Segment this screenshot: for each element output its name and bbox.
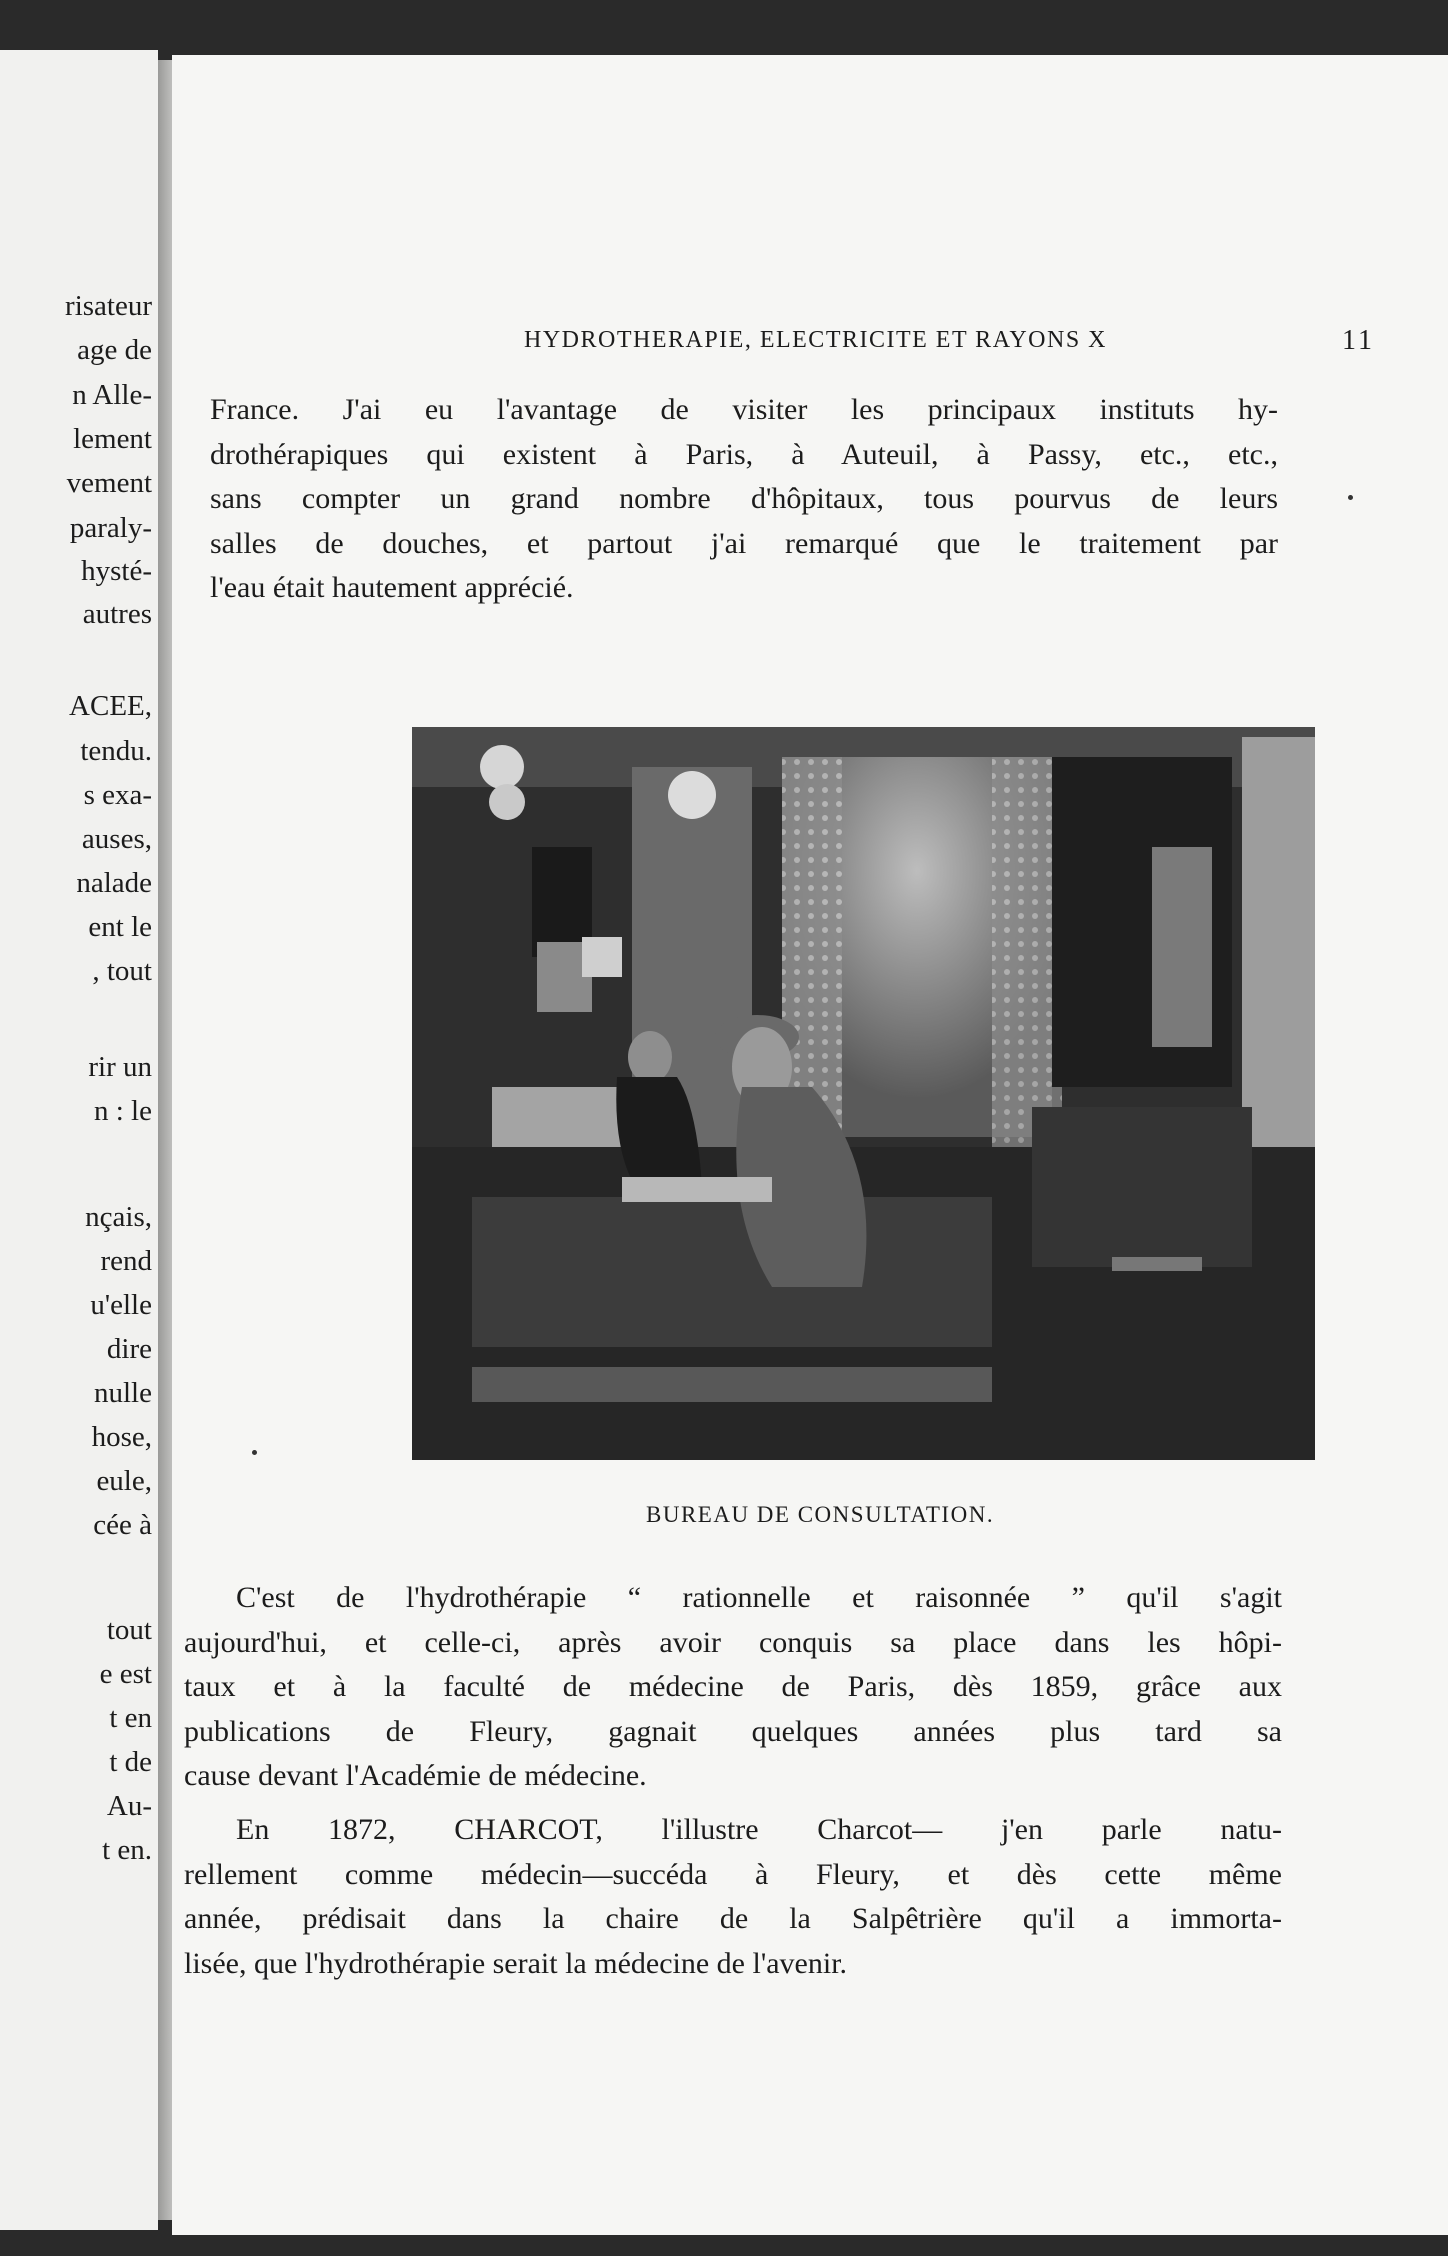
left-page-line: s exa-: [83, 779, 152, 811]
page-number: 11: [1342, 325, 1375, 356]
left-page-line: tendu.: [80, 735, 152, 767]
left-page-line: t en.: [102, 1834, 152, 1866]
left-page-line: , tout: [92, 955, 152, 987]
left-facing-page: [0, 50, 158, 2230]
left-page-line: age de: [77, 334, 152, 366]
left-page-line: hose,: [91, 1421, 152, 1453]
paragraph-hydrotherapy: [184, 1576, 1282, 1799]
left-page-line: auses,: [81, 823, 152, 855]
left-page-line: n Alle-: [72, 379, 152, 411]
left-page-line: rir un: [88, 1051, 152, 1083]
left-page-line: vement: [66, 467, 152, 499]
left-page-line: nulle: [94, 1377, 152, 1409]
left-page-line: nalade: [76, 867, 152, 899]
left-page-line: risateur: [65, 290, 152, 322]
text-line: En 1872, CHARCOT, l'illustre Charcot— j'en parle natu-: [236, 1813, 1282, 1846]
book-page: [172, 55, 1448, 2235]
text-line: drothérapiques qui existent à Paris, à Auteuil, à Passy, etc., etc.,: [210, 437, 1278, 471]
left-page-line: rend: [100, 1245, 152, 1277]
left-page-line: dire: [106, 1333, 152, 1365]
top-paragraph: [210, 388, 1278, 611]
left-page-line: cée à: [93, 1509, 152, 1541]
text-line: cause devant l'Académie de médecine.: [184, 1759, 647, 1792]
left-page-line: hysté-: [81, 555, 152, 587]
text-line: aujourd'hui, et celle-ci, après avoir conquis sa place dans les hôpi-: [184, 1625, 1282, 1659]
left-page-line: ACEE,: [69, 690, 152, 722]
left-page-line: t de: [109, 1746, 152, 1778]
left-page-line: paraly-: [69, 512, 152, 544]
left-page-line: tout: [106, 1614, 152, 1646]
text-line: C'est de l'hydrothérapie “ rationnelle et raisonnée ” qu'il s'agit: [236, 1581, 1282, 1614]
text-line: lisée, que l'hydrothérapie serait la médecine de l'avenir.: [184, 1946, 848, 1980]
text-line: rellement comme médecin—succéda à Fleury, et dès cette même: [184, 1857, 1282, 1891]
left-page-line: ent le: [88, 911, 152, 943]
speck: [252, 1450, 257, 1455]
left-page-line: n : le: [94, 1095, 152, 1127]
paragraph-charcot: [184, 1808, 1282, 1986]
running-head: HYDROTHERAPIE, ELECTRICITE ET RAYONS X: [524, 327, 1107, 353]
text-line: salles de douches, et partout j'ai remarqué que le traitement par: [210, 526, 1278, 560]
text-line: taux et à la faculté de médecine de Paris, dès 1859, grâce aux: [184, 1670, 1282, 1703]
text-line: année, prédisait dans la chaire de la Salpêtrière qu'il a immorta-: [184, 1902, 1282, 1935]
speck: [1348, 495, 1353, 500]
photo-caption: BUREAU DE CONSULTATION.: [646, 1502, 995, 1527]
text-line: sans compter un grand nombre d'hôpitaux, tous pourvus de leurs: [210, 482, 1278, 515]
left-page-line: u'elle: [90, 1289, 152, 1321]
left-page-line: e est: [99, 1658, 152, 1690]
left-page-line: lement: [73, 423, 152, 455]
consultation-office-photo: [412, 727, 1315, 1460]
left-page-line: nçais,: [85, 1201, 152, 1233]
left-page-line: t en: [109, 1702, 152, 1734]
text-line: France. J'ai eu l'avantage de visiter les principaux instituts hy-: [210, 393, 1278, 426]
text-line: publications de Fleury, gagnait quelques années plus tard sa: [184, 1714, 1282, 1748]
left-page-line: Au-: [106, 1790, 152, 1822]
left-page-line: eule,: [96, 1465, 152, 1497]
text-line: l'eau était hautement apprécié.: [210, 571, 574, 604]
left-page-line: autres: [82, 598, 152, 630]
